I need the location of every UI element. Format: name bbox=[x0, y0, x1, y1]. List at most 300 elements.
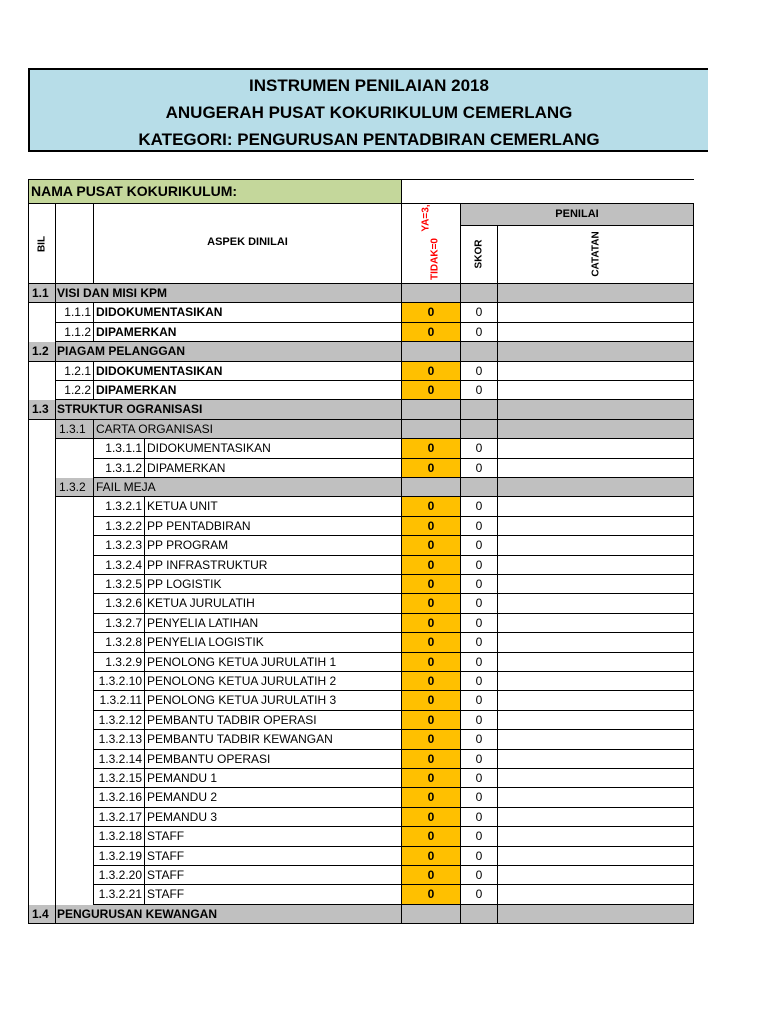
item-label-cell bbox=[145, 885, 402, 904]
item-catatan-cell[interactable] bbox=[498, 536, 694, 555]
item-value: 0 bbox=[427, 771, 435, 785]
item-value-cell[interactable] bbox=[402, 556, 461, 575]
item-value: 0 bbox=[427, 538, 435, 553]
section-label-cell bbox=[56, 905, 402, 924]
indent-cell-2 bbox=[56, 711, 94, 730]
item-code: 1.3.2.14 bbox=[98, 751, 142, 766]
indent-cell-2 bbox=[56, 614, 94, 633]
item-code: 1.3.1.2 bbox=[105, 460, 142, 475]
item-catatan-cell[interactable] bbox=[498, 575, 694, 594]
item-catatan-cell[interactable] bbox=[498, 633, 694, 652]
item-code: 1.3.2.7 bbox=[105, 615, 142, 630]
item-skor-cell[interactable] bbox=[461, 594, 498, 613]
item-skor: 0 bbox=[475, 732, 483, 747]
indent-cell-2 bbox=[56, 691, 94, 710]
item-value-cell[interactable] bbox=[402, 769, 461, 788]
item-label: DIDOKUMENTASIKAN bbox=[147, 441, 271, 456]
subsection-value-cell bbox=[402, 478, 461, 497]
subsection-label-cell bbox=[94, 478, 402, 497]
item-skor: 0 bbox=[475, 887, 483, 902]
subsection-skor-cell bbox=[461, 478, 498, 497]
item-skor: 0 bbox=[475, 693, 483, 708]
item-value: 0 bbox=[427, 790, 435, 805]
section-catatan-cell bbox=[498, 284, 694, 303]
indent-cell-2 bbox=[56, 769, 94, 788]
item-label-cell bbox=[145, 769, 402, 788]
header-tidak: TIDAK=0 bbox=[429, 238, 441, 280]
item-label-cell bbox=[145, 847, 402, 866]
item-catatan-cell[interactable] bbox=[498, 750, 694, 769]
item-label-cell bbox=[145, 730, 402, 749]
title-line-2: ANUGERAH PUSAT KOKURIKULUM CEMERLANG bbox=[165, 103, 573, 122]
indent-cell bbox=[28, 303, 56, 322]
item-catatan-cell[interactable] bbox=[498, 788, 694, 807]
indent-cell bbox=[28, 323, 56, 342]
item-code: 1.3.2.4 bbox=[105, 557, 142, 572]
item-catatan-cell[interactable] bbox=[498, 691, 694, 710]
item-value-cell[interactable] bbox=[402, 459, 461, 478]
section-code: 1.2 bbox=[32, 344, 49, 359]
title-box bbox=[28, 68, 708, 152]
indent-cell bbox=[28, 866, 56, 885]
indent-cell-2 bbox=[56, 459, 94, 478]
item-skor: 0 bbox=[475, 441, 483, 456]
indent-cell bbox=[28, 788, 56, 807]
item-skor: 0 bbox=[475, 363, 483, 378]
subsection-code-cell bbox=[56, 420, 94, 439]
item-skor: 0 bbox=[475, 868, 483, 882]
item-code: 1.3.2.6 bbox=[105, 596, 142, 611]
item-label-cell bbox=[145, 808, 402, 827]
item-code-cell bbox=[56, 362, 94, 381]
indent-cell-2 bbox=[56, 808, 94, 827]
item-value-cell[interactable] bbox=[402, 885, 461, 904]
indent-cell-2 bbox=[56, 497, 94, 516]
indent-cell bbox=[28, 633, 56, 652]
section-label: VISI DAN MISI KPM bbox=[57, 286, 168, 300]
section-code-cell bbox=[28, 342, 56, 361]
item-skor-cell[interactable] bbox=[461, 730, 498, 749]
item-skor: 0 bbox=[475, 577, 483, 591]
section-value-cell bbox=[402, 905, 461, 924]
item-catatan-cell[interactable] bbox=[498, 847, 694, 866]
item-label-cell bbox=[145, 750, 402, 769]
item-label-cell bbox=[145, 614, 402, 633]
item-code-cell bbox=[94, 750, 145, 769]
indent-cell-2 bbox=[56, 536, 94, 555]
header-ya-tidak-cell bbox=[402, 204, 461, 284]
item-skor: 0 bbox=[475, 654, 483, 669]
item-value: 0 bbox=[427, 712, 435, 727]
item-catatan-cell[interactable] bbox=[498, 730, 694, 749]
item-label-cell bbox=[145, 827, 402, 846]
header-bil-cell bbox=[28, 204, 56, 284]
item-value: 0 bbox=[427, 829, 435, 844]
indent-cell bbox=[28, 556, 56, 575]
item-label: PP PENTADBIRAN bbox=[147, 518, 251, 533]
item-code: 1.3.2.3 bbox=[105, 538, 142, 553]
item-code: 1.3.2.20 bbox=[98, 868, 142, 882]
item-skor: 0 bbox=[475, 674, 483, 688]
item-skor: 0 bbox=[475, 460, 483, 475]
header-bil: BIL bbox=[36, 235, 48, 253]
subsection-label: FAIL MEJA bbox=[96, 480, 156, 494]
section-code-cell bbox=[28, 400, 56, 419]
item-code-cell bbox=[94, 711, 145, 730]
item-value-cell[interactable] bbox=[402, 672, 461, 691]
section-label-cell bbox=[56, 400, 402, 419]
item-catatan-cell[interactable] bbox=[498, 769, 694, 788]
item-value: 0 bbox=[427, 654, 435, 669]
item-skor-cell[interactable] bbox=[461, 788, 498, 807]
item-skor-cell[interactable] bbox=[461, 614, 498, 633]
indent-cell bbox=[28, 750, 56, 769]
item-skor-cell[interactable] bbox=[461, 808, 498, 827]
item-label-cell bbox=[145, 594, 402, 613]
section-label: PENGURUSAN KEWANGAN bbox=[57, 906, 218, 921]
indent-cell-2 bbox=[56, 672, 94, 691]
item-catatan-cell[interactable] bbox=[498, 614, 694, 633]
item-value: 0 bbox=[427, 809, 435, 824]
item-skor-cell[interactable] bbox=[461, 381, 498, 400]
header-blank-cell bbox=[56, 204, 94, 284]
item-label-cell bbox=[145, 575, 402, 594]
indent-cell bbox=[28, 808, 56, 827]
item-value-cell[interactable] bbox=[402, 730, 461, 749]
item-value-cell[interactable] bbox=[402, 362, 461, 381]
item-label: STAFF bbox=[147, 829, 185, 844]
item-label: PEMANDU 1 bbox=[147, 771, 218, 785]
item-skor: 0 bbox=[475, 596, 483, 611]
item-skor-cell[interactable] bbox=[461, 536, 498, 555]
subsection-label: CARTA ORGANISASI bbox=[96, 421, 213, 436]
section-value-cell bbox=[402, 342, 461, 361]
item-value: 0 bbox=[427, 674, 435, 688]
item-code: 1.2.2 bbox=[64, 383, 91, 397]
section-value-cell bbox=[402, 400, 461, 419]
item-label: DIDOKUMENTASIKAN bbox=[96, 363, 223, 378]
item-code: 1.3.2.11 bbox=[99, 693, 142, 708]
item-value: 0 bbox=[427, 635, 435, 650]
section-label: PIAGAM PELANGGAN bbox=[57, 344, 186, 359]
subsection-code-cell bbox=[56, 478, 94, 497]
item-value: 0 bbox=[427, 499, 435, 514]
item-label-cell bbox=[145, 556, 402, 575]
item-code: 1.3.2.9 bbox=[105, 654, 142, 669]
indent-cell-2 bbox=[56, 653, 94, 672]
item-skor: 0 bbox=[475, 538, 483, 553]
indent-cell bbox=[28, 497, 56, 516]
item-value-cell[interactable] bbox=[402, 439, 461, 458]
item-value: 0 bbox=[427, 868, 435, 882]
item-code: 1.3.2.19 bbox=[98, 848, 142, 863]
item-label-cell bbox=[145, 517, 402, 536]
indent-cell bbox=[28, 614, 56, 633]
item-skor: 0 bbox=[475, 305, 483, 320]
item-value: 0 bbox=[427, 518, 435, 533]
item-value-cell[interactable] bbox=[402, 536, 461, 555]
section-code: 1.4 bbox=[32, 906, 49, 921]
item-value-cell[interactable] bbox=[402, 653, 461, 672]
item-skor-cell[interactable] bbox=[461, 691, 498, 710]
item-code: 1.3.2.12 bbox=[98, 712, 142, 727]
item-label: PENOLONG KETUA JURULATIH 2 bbox=[147, 674, 337, 688]
item-value: 0 bbox=[427, 732, 435, 747]
item-value-cell[interactable] bbox=[402, 575, 461, 594]
item-skor: 0 bbox=[475, 324, 483, 339]
header-aspek: ASPEK DINILAI bbox=[207, 236, 288, 248]
indent-cell-2 bbox=[56, 556, 94, 575]
item-value-cell[interactable] bbox=[402, 381, 461, 400]
item-catatan-cell[interactable] bbox=[498, 439, 694, 458]
item-code: 1.3.2.10 bbox=[98, 674, 142, 688]
item-skor-cell[interactable] bbox=[461, 847, 498, 866]
indent-cell bbox=[28, 672, 56, 691]
item-skor: 0 bbox=[475, 829, 483, 844]
indent-cell-2 bbox=[56, 847, 94, 866]
indent-cell bbox=[28, 769, 56, 788]
indent-cell bbox=[28, 420, 56, 439]
item-value: 0 bbox=[427, 751, 435, 766]
item-skor-cell[interactable] bbox=[461, 459, 498, 478]
nama-pusat-input[interactable] bbox=[402, 179, 694, 204]
item-catatan-cell[interactable] bbox=[498, 594, 694, 613]
section-skor-cell bbox=[461, 284, 498, 303]
item-skor-cell[interactable] bbox=[461, 633, 498, 652]
indent-cell bbox=[28, 381, 56, 400]
item-value: 0 bbox=[427, 615, 435, 630]
section-catatan-cell bbox=[498, 400, 694, 419]
item-label: DIPAMERKAN bbox=[96, 324, 177, 339]
item-code-cell bbox=[94, 536, 145, 555]
subsection-code: 1.3.2 bbox=[59, 480, 86, 494]
nama-pusat-label: NAMA PUSAT KOKURIKULUM: bbox=[31, 183, 238, 199]
item-value-cell[interactable] bbox=[402, 517, 461, 536]
item-catatan-cell[interactable] bbox=[498, 381, 694, 400]
item-catatan-cell[interactable] bbox=[498, 556, 694, 575]
item-value: 0 bbox=[427, 324, 435, 339]
item-value: 0 bbox=[427, 460, 435, 475]
item-skor-cell[interactable] bbox=[461, 575, 498, 594]
subsection-skor-cell bbox=[461, 420, 498, 439]
item-code-cell bbox=[94, 672, 145, 691]
item-label: PP PROGRAM bbox=[147, 538, 229, 553]
item-skor: 0 bbox=[475, 771, 483, 785]
title-line-3: KATEGORI: PENGURUSAN PENTADBIRAN CEMERLANG bbox=[138, 130, 600, 149]
item-label-cell bbox=[94, 381, 402, 400]
item-code-cell bbox=[94, 866, 145, 885]
item-label-cell bbox=[145, 711, 402, 730]
item-code-cell bbox=[94, 439, 145, 458]
item-label-cell bbox=[94, 362, 402, 381]
indent-cell bbox=[28, 885, 56, 904]
indent-cell-2 bbox=[56, 575, 94, 594]
item-code: 1.1.2 bbox=[64, 324, 91, 339]
item-code-cell bbox=[94, 730, 145, 749]
item-skor-cell[interactable] bbox=[461, 556, 498, 575]
item-value: 0 bbox=[427, 557, 435, 572]
item-skor-cell[interactable] bbox=[461, 769, 498, 788]
section-code-cell bbox=[28, 284, 56, 303]
item-label: KETUA JURULATIH bbox=[147, 596, 255, 611]
indent-cell bbox=[28, 517, 56, 536]
item-value-cell[interactable] bbox=[402, 303, 461, 322]
item-label: PENYELIA LOGISTIK bbox=[147, 635, 264, 650]
item-code: 1.1.1 bbox=[64, 305, 91, 320]
item-code-cell bbox=[94, 556, 145, 575]
item-value-cell[interactable] bbox=[402, 691, 461, 710]
item-code-cell bbox=[56, 323, 94, 342]
item-skor-cell[interactable] bbox=[461, 497, 498, 516]
item-label: PEMANDU 3 bbox=[147, 809, 218, 824]
item-value-cell[interactable] bbox=[402, 594, 461, 613]
item-value-cell[interactable] bbox=[402, 497, 461, 516]
indent-cell bbox=[28, 827, 56, 846]
item-code: 1.3.2.5 bbox=[105, 577, 142, 591]
item-catatan-cell[interactable] bbox=[498, 653, 694, 672]
section-label-cell bbox=[56, 284, 402, 303]
title-line-1: INSTRUMEN PENILAIAN 2018 bbox=[249, 76, 489, 95]
item-skor-cell[interactable] bbox=[461, 711, 498, 730]
item-code-cell bbox=[94, 497, 145, 516]
item-value-cell[interactable] bbox=[402, 750, 461, 769]
item-value: 0 bbox=[427, 848, 435, 863]
item-skor-cell[interactable] bbox=[461, 653, 498, 672]
item-label: PEMBANTU TADBIR OPERASI bbox=[147, 712, 317, 727]
section-label: STRUKTUR OGRANISASI bbox=[57, 402, 203, 417]
item-skor: 0 bbox=[475, 790, 483, 805]
item-catatan-cell[interactable] bbox=[498, 827, 694, 846]
item-skor: 0 bbox=[475, 518, 483, 533]
item-value: 0 bbox=[427, 596, 435, 611]
item-code-cell bbox=[94, 459, 145, 478]
item-value-cell[interactable] bbox=[402, 711, 461, 730]
item-skor-cell[interactable] bbox=[461, 517, 498, 536]
item-skor-cell[interactable] bbox=[461, 672, 498, 691]
subsection-label-cell bbox=[94, 420, 402, 439]
item-value-cell[interactable] bbox=[402, 788, 461, 807]
indent-cell-2 bbox=[56, 827, 94, 846]
item-code: 1.3.2.2 bbox=[105, 518, 142, 533]
item-label: PEMBANTU TADBIR KEWANGAN bbox=[147, 732, 333, 747]
section-catatan-cell bbox=[498, 905, 694, 924]
item-value-cell[interactable] bbox=[402, 614, 461, 633]
item-value-cell[interactable] bbox=[402, 866, 461, 885]
section-skor-cell bbox=[461, 342, 498, 361]
header-catatan: CATATAN bbox=[590, 231, 602, 277]
item-code-cell bbox=[56, 303, 94, 322]
item-skor-cell[interactable] bbox=[461, 323, 498, 342]
item-code-cell bbox=[94, 575, 145, 594]
item-skor: 0 bbox=[475, 615, 483, 630]
section-value-cell bbox=[402, 284, 461, 303]
item-catatan-cell[interactable] bbox=[498, 866, 694, 885]
indent-cell-2 bbox=[56, 517, 94, 536]
item-catatan-cell[interactable] bbox=[498, 672, 694, 691]
item-label: PENOLONG KETUA JURULATIH 1 bbox=[147, 654, 337, 669]
subsection-catatan-cell bbox=[498, 420, 694, 439]
item-catatan-cell[interactable] bbox=[498, 362, 694, 381]
indent-cell bbox=[28, 847, 56, 866]
indent-cell-2 bbox=[56, 730, 94, 749]
header-catatan-cell bbox=[498, 226, 694, 284]
item-skor-cell[interactable] bbox=[461, 439, 498, 458]
item-catatan-cell[interactable] bbox=[498, 497, 694, 516]
item-label: STAFF bbox=[147, 848, 185, 863]
subsection-catatan-cell bbox=[498, 478, 694, 497]
item-label: PENYELIA LATIHAN bbox=[147, 615, 259, 630]
item-code-cell bbox=[94, 633, 145, 652]
item-label-cell bbox=[145, 633, 402, 652]
item-code-cell bbox=[94, 788, 145, 807]
item-skor: 0 bbox=[475, 809, 483, 824]
item-label: PEMANDU 2 bbox=[147, 790, 218, 805]
item-label-cell bbox=[145, 439, 402, 458]
item-catatan-cell[interactable] bbox=[498, 303, 694, 322]
item-value-cell[interactable] bbox=[402, 847, 461, 866]
header-skor-cell bbox=[461, 226, 498, 284]
item-code: 1.3.2.18 bbox=[98, 829, 142, 844]
header-penilai-cell bbox=[461, 204, 694, 226]
indent-cell bbox=[28, 653, 56, 672]
item-code-cell bbox=[94, 517, 145, 536]
assessment-sheet bbox=[28, 179, 768, 959]
item-label: STAFF bbox=[147, 868, 185, 882]
item-value-cell[interactable] bbox=[402, 633, 461, 652]
item-label-cell bbox=[145, 653, 402, 672]
item-skor: 0 bbox=[475, 848, 483, 863]
item-value: 0 bbox=[427, 693, 435, 708]
item-skor-cell[interactable] bbox=[461, 885, 498, 904]
item-skor-cell[interactable] bbox=[461, 362, 498, 381]
item-skor-cell[interactable] bbox=[461, 750, 498, 769]
item-catatan-cell[interactable] bbox=[498, 711, 694, 730]
section-catatan-cell bbox=[498, 342, 694, 361]
indent-cell-2 bbox=[56, 594, 94, 613]
item-label-cell bbox=[145, 866, 402, 885]
item-code-cell bbox=[94, 885, 145, 904]
item-catatan-cell[interactable] bbox=[498, 808, 694, 827]
item-skor: 0 bbox=[475, 635, 483, 650]
item-code: 1.3.2.15 bbox=[98, 771, 142, 785]
item-skor: 0 bbox=[475, 383, 483, 397]
item-value-cell[interactable] bbox=[402, 323, 461, 342]
indent-cell bbox=[28, 536, 56, 555]
item-catatan-cell[interactable] bbox=[498, 323, 694, 342]
item-value: 0 bbox=[427, 305, 435, 320]
item-code: 1.2.1 bbox=[64, 363, 91, 378]
item-code: 1.3.2.16 bbox=[98, 790, 142, 805]
item-label-cell bbox=[145, 788, 402, 807]
item-label: PP LOGISTIK bbox=[147, 577, 222, 591]
item-code: 1.3.2.21 bbox=[98, 887, 142, 902]
item-catatan-cell[interactable] bbox=[498, 517, 694, 536]
item-value-cell[interactable] bbox=[402, 827, 461, 846]
indent-cell bbox=[28, 575, 56, 594]
item-catatan-cell[interactable] bbox=[498, 885, 694, 904]
item-code: 1.3.2.13 bbox=[98, 732, 142, 747]
item-skor-cell[interactable] bbox=[461, 827, 498, 846]
section-skor-cell bbox=[461, 400, 498, 419]
item-skor-cell[interactable] bbox=[461, 866, 498, 885]
item-value-cell[interactable] bbox=[402, 808, 461, 827]
item-skor-cell[interactable] bbox=[461, 303, 498, 322]
item-catatan-cell[interactable] bbox=[498, 459, 694, 478]
indent-cell bbox=[28, 691, 56, 710]
item-label-cell bbox=[145, 497, 402, 516]
item-value: 0 bbox=[427, 441, 435, 456]
indent-cell bbox=[28, 711, 56, 730]
